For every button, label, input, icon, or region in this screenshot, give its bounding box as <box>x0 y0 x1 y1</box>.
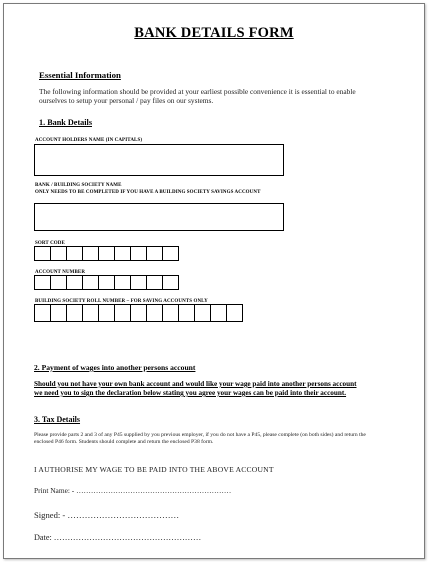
form-title: BANK DETAILS FORM <box>134 25 294 41</box>
sort-code-cell[interactable] <box>82 246 99 261</box>
account-number-cell[interactable] <box>50 275 67 290</box>
society-name-field[interactable] <box>34 203 284 231</box>
account-number-cell[interactable] <box>114 275 131 290</box>
sort-code-cell[interactable] <box>114 246 131 261</box>
authorise-statement: I AUTHORISE MY WAGE TO BE PAID INTO THE ABOVE ACCOUNT <box>34 465 274 474</box>
account-number-cell[interactable] <box>34 275 51 290</box>
sort-code-cell[interactable] <box>98 246 115 261</box>
roll-number-cell[interactable] <box>194 304 211 322</box>
roll-number-cell[interactable] <box>82 304 99 322</box>
tax-text: Please provide parts 2 and 3 of any P45 supplied by you previous employer, if you do not have a P45, please complete (on both sides) and return the enclosed P46 form. Students should complete and return the enclosed P38 form. <box>34 432 366 445</box>
roll-number-cell[interactable] <box>130 304 147 322</box>
essential-text: The following information should be provided at your earliest possible convenience it is essential to enable ourselves to setup your personal / pay files on our systems. <box>39 87 356 105</box>
roll-number-cell[interactable] <box>210 304 227 322</box>
account-number-field[interactable] <box>34 275 178 290</box>
roll-number-field[interactable] <box>34 304 242 322</box>
signed-line[interactable]: Signed: - ………………………………… <box>34 510 180 520</box>
sort-code-cell[interactable] <box>130 246 147 261</box>
roll-number-cell[interactable] <box>146 304 163 322</box>
account-number-cell[interactable] <box>98 275 115 290</box>
tax-heading: 3. Tax Details <box>34 415 81 424</box>
payment-heading: 2. Payment of wages into another persons account <box>34 363 196 372</box>
sort-code-cell[interactable] <box>34 246 51 261</box>
roll-number-cell[interactable] <box>162 304 179 322</box>
sort-code-cell[interactable] <box>66 246 83 261</box>
sort-code-label: SORT CODE <box>35 241 65 246</box>
account-name-field[interactable] <box>34 144 284 176</box>
society-name-note: ONLY NEEDS TO BE COMPLETED IF YOU HAVE A BUILDING SOCIETY SAVINGS ACCOUNT <box>35 190 261 195</box>
sort-code-cell[interactable] <box>50 246 67 261</box>
society-name-label: BANK / BUILDING SOCIETY NAME <box>35 183 122 188</box>
account-number-cell[interactable] <box>162 275 179 290</box>
roll-number-cell[interactable] <box>98 304 115 322</box>
roll-number-cell[interactable] <box>178 304 195 322</box>
account-name-label: ACCOUNT HOLDERS NAME (IN CAPITALS) <box>35 138 143 143</box>
roll-number-cell[interactable] <box>114 304 131 322</box>
roll-number-label: BUILDING SOCIETY ROLL NUMBER – FOR SAVING ACCOUNTS ONLY <box>35 299 208 304</box>
bank-details-heading: 1. Bank Details <box>39 118 92 127</box>
account-number-cell[interactable] <box>82 275 99 290</box>
roll-number-cell[interactable] <box>50 304 67 322</box>
form-page <box>3 3 425 559</box>
roll-number-cell[interactable] <box>34 304 51 322</box>
roll-number-cell[interactable] <box>226 304 243 322</box>
print-name-line[interactable]: Print Name: - ……………………………………………………… <box>34 486 232 495</box>
date-line[interactable]: Date: ……………………………………………… <box>34 533 202 542</box>
sort-code-cell[interactable] <box>146 246 163 261</box>
account-number-label: ACCOUNT NUMBER <box>35 270 86 275</box>
payment-text: Should you not have your own bank account and would like your wage paid into another persons account we need you to sign the declaration below stating you agree your wages can be paid into their account. <box>34 380 357 397</box>
account-number-cell[interactable] <box>130 275 147 290</box>
account-number-cell[interactable] <box>66 275 83 290</box>
sort-code-field[interactable] <box>34 246 178 261</box>
sort-code-cell[interactable] <box>162 246 179 261</box>
account-number-cell[interactable] <box>146 275 163 290</box>
essential-heading: Essential Information <box>39 70 121 80</box>
roll-number-cell[interactable] <box>66 304 83 322</box>
